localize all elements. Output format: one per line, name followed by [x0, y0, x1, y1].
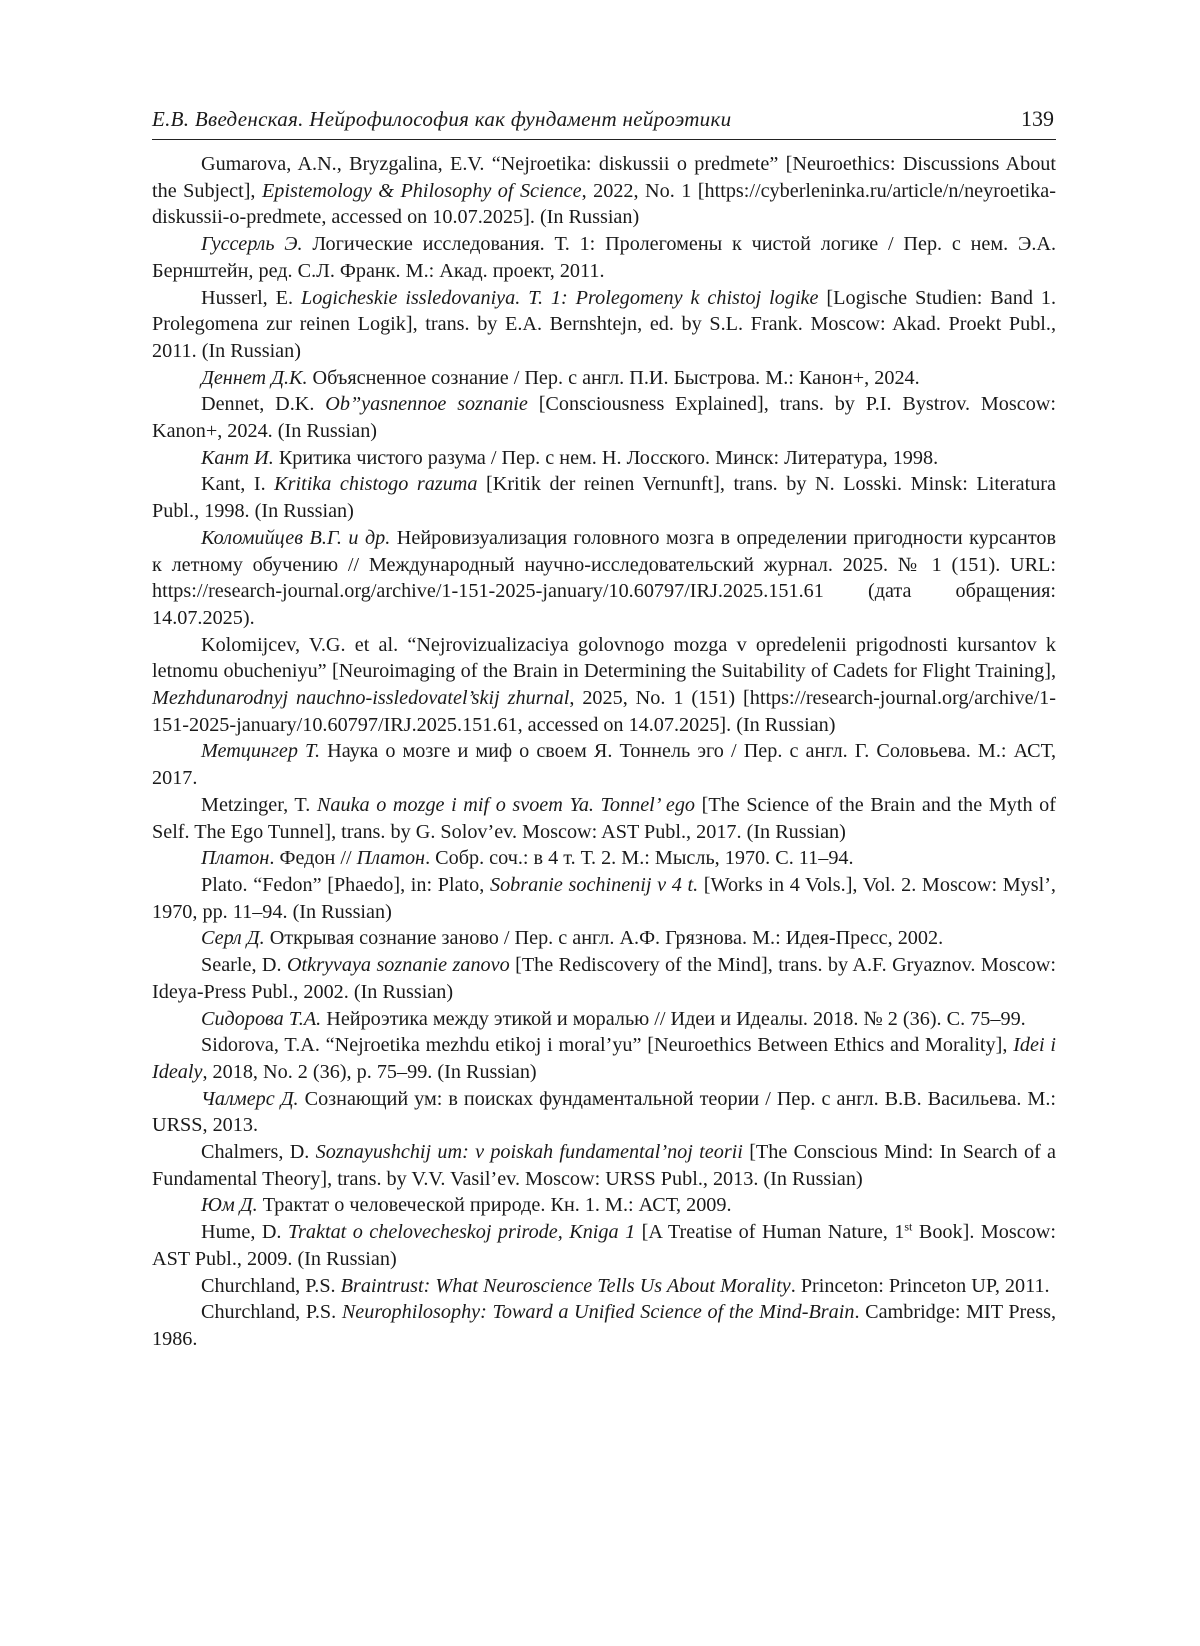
- reference-text: Chalmers, D.: [201, 1141, 316, 1164]
- reference-text: [Logische Studien: Band 1. Prolegomena zur reinen Logik], trans. by E.A. Bernshtejn, ed. by S.L. Frank. Moscow: Akad. Proekt Publ., 2011. (In Russian): [152, 286, 1056, 362]
- reference-text: Нейровизуализация головного мозга в определении пригодности курсантов к летному обучению // Международный научно-исследовательский журнал. 2025. № 1 (151). URL: https://research-journal.org/archive/1-151-2025-january/10.60797/IRJ.2025.151.61 (дата обращения: 14.07.2025).: [152, 526, 1056, 629]
- reference-entry: [152, 445, 1056, 472]
- reference-entry: [152, 952, 1056, 1005]
- reference-text: Открывая сознание заново / Пер. с англ. А.Ф. Грязнова. М.: Идея-Пресс, 2002.: [264, 927, 944, 950]
- reference-text: . Cambridge: MIT Press, 1986.: [152, 1301, 1057, 1350]
- reference-entry: [152, 1139, 1056, 1192]
- reference-entry: [152, 872, 1056, 925]
- reference-entry: [152, 151, 1056, 231]
- reference-text: . Федон //: [269, 847, 357, 870]
- reference-text: . Собр. соч.: в 4 т. Т. 2. М.: Мысль, 1970. С. 11–94.: [425, 847, 854, 870]
- reference-text: , 2025, No. 1 (151) [https://research-journal.org/archive/1-151-2025-january/10.60797/IRJ.2025.151.61, accessed on 14.07.2025]. (In Russian): [152, 687, 1057, 736]
- reference-text: Нейроэтика между этикой и моралью // Идеи и Идеалы. 2018. № 2 (36). С. 75–99.: [321, 1007, 1026, 1030]
- reference-italic-text: Neurophilosophy: Toward a Unified Science of the Mind-Brain: [341, 1301, 855, 1324]
- reference-text: [Consciousness Explained], trans. by P.I. Bystrov. Moscow: Kanon+, 2024. (In Russian): [152, 393, 1056, 443]
- reference-text: Объясненное сознание / Пер. с англ. П.И. Быстрова. М.: Канон+, 2024.: [307, 366, 920, 389]
- reference-italic-text: Idei i Idealy: [152, 1034, 1056, 1083]
- reference-entry: [152, 365, 1056, 392]
- reference-entry: [152, 738, 1056, 791]
- reference-text: Kant, I.: [201, 473, 275, 496]
- page-number: 139: [1021, 106, 1054, 131]
- reference-entry: [152, 792, 1056, 845]
- reference-entry: [152, 285, 1056, 365]
- reference-text: Сознающий ум: в поисках фундаментальной теории / Пер. с англ. В.В. Васильева. М.: URSS, 2013.: [152, 1087, 1057, 1137]
- reference-entry: [152, 1032, 1056, 1085]
- reference-italic-text: Гуссерль Э.: [201, 233, 303, 256]
- reference-text: Наука о мозге и миф о своем Я. Тоннель эго / Пер. с англ. Г. Соловьева. М.: АСТ, 2017.: [152, 740, 1056, 790]
- reference-italic-text: Платон: [201, 847, 270, 870]
- reference-entry: [152, 471, 1056, 524]
- reference-text: [The Conscious Mind: In Search of a Fundamental Theory], trans. by V.V. Vasil’ev. Moscow: URSS Publ., 2013. (In Russian): [152, 1141, 1056, 1190]
- reference-text: Plato. “Fedon” [Phaedo], in: Plato,: [201, 873, 490, 896]
- reference-italic-text: Юм Д.: [201, 1194, 258, 1217]
- reference-italic-text: Traktat o chelovecheskoj prirode, Kniga 1: [287, 1221, 636, 1244]
- reference-entry: [152, 1299, 1056, 1352]
- reference-entry: [152, 845, 1056, 872]
- reference-entry: [152, 391, 1056, 444]
- reference-text: [A Treatise of Human Nature, 1: [635, 1221, 905, 1244]
- reference-italic-text: Деннет Д.К.: [201, 366, 308, 389]
- reference-italic-text: Braintrust: What Neuroscience Tells Us About Morality: [340, 1274, 791, 1297]
- reference-italic-text: Epistemology & Philosophy of Science: [261, 179, 582, 202]
- reference-text: Трактат о человеческой природе. Кн. 1. М.: АСТ, 2009.: [257, 1194, 732, 1217]
- reference-text: Kolomijcev, V.G. et al. “Nejrovizualizaciya golovnogo mozga v opredelenii prigodnosti kursantov k letnomu obucheniyu” [Neuroimaging of the Brain in Determining the Suitability of Cadets for Flight Training],: [152, 633, 1056, 683]
- reference-italic-text: Kritika chistogo razuma: [274, 473, 478, 496]
- reference-italic-text: Otkryvaya soznanie zanovo: [286, 954, 510, 977]
- reference-entry: [152, 1273, 1056, 1300]
- reference-text: . Princeton: Princeton UP, 2011.: [790, 1274, 1050, 1297]
- reference-entry: [152, 925, 1056, 952]
- reference-italic-text: Кант И.: [201, 446, 274, 469]
- reference-text: Churchland, P.S.: [201, 1274, 341, 1297]
- reference-text: Churchland, P.S.: [201, 1301, 342, 1324]
- reference-text: Gumarova, A.N., Bryzgalina, E.V. “Nejroetika: diskussii o predmete” [Neuroethics: Discussions About the Subject],: [152, 153, 1056, 202]
- reference-text: [Kritik der reinen Vernunft], trans. by N. Losski. Minsk: Literatura Publ., 1998. (In Russian): [152, 473, 1056, 523]
- reference-italic-text: Ob”yasnennoe soznanie: [325, 393, 528, 416]
- reference-entry: [152, 1192, 1056, 1219]
- reference-text: [The Rediscovery of the Mind], trans. by A.F. Gryaznov. Moscow: Ideya-Press Publ., 2002. (In Russian): [152, 954, 1056, 1003]
- reference-entry: [152, 231, 1056, 284]
- reference-italic-text: Сидорова Т.А.: [201, 1007, 322, 1030]
- running-header: [152, 103, 1056, 140]
- reference-text: Dennet, D.K.: [201, 393, 326, 416]
- reference-text: , 2018, No. 2 (36), p. 75–99. (In Russian): [202, 1060, 537, 1083]
- reference-text: Критика чистого разума / Пер. с нем. Н. Лосского. Минск: Литература, 1998.: [273, 446, 939, 469]
- reference-entry: [152, 632, 1056, 739]
- reference-italic-text: Mezhdunarodnyj nauchno-issledovatel’skij zhurnal: [152, 687, 570, 710]
- reference-text: Husserl, E.: [201, 286, 301, 309]
- reference-italic-text: Nauka o mozge i mif o svoem Ya. Tonnel’ ego: [316, 793, 696, 816]
- reference-text: Searle, D.: [201, 954, 287, 977]
- reference-text: , 2022, No. 1 [https://cyberleninka.ru/article/n/neyroetika-diskussii-o-predmete, accessed on 10.07.2025]. (In Russian): [152, 179, 1056, 229]
- superscript-text: st: [904, 1219, 913, 1234]
- reference-italic-text: Чалмерс Д.: [201, 1087, 299, 1110]
- reference-entry: [152, 1219, 1056, 1272]
- reference-entry: [152, 525, 1056, 632]
- reference-text: [The Science of the Brain and the Myth of Self. The Ego Tunnel], trans. by G. Solov’ev. Moscow: AST Publ., 2017. (In Russian): [152, 793, 1056, 843]
- reference-italic-text: Sobranie sochinenij v 4 t.: [489, 873, 699, 896]
- reference-list: [152, 151, 1056, 1353]
- reference-text: Sidorova, T.A. “Nejroetika mezhdu etikoj i moral’yu” [Neuroethics Between Ethics and Morality],: [201, 1034, 1014, 1057]
- reference-italic-text: Платон: [356, 847, 426, 870]
- reference-text: [Works in 4 Vols.], Vol. 2. Moscow: Mysl’, 1970, pp. 11–94. (In Russian): [152, 873, 1056, 923]
- reference-text: Book]. Moscow: AST Publ., 2009. (In Russian): [152, 1221, 1056, 1270]
- reference-text: Metzinger, T.: [201, 793, 317, 816]
- running-header-title: Е.В. Введенская. Нейрофилософия как фундамент нейроэтики: [152, 107, 732, 131]
- reference-italic-text: Коломийцев В.Г. и др.: [201, 526, 391, 549]
- reference-text: Hume, D.: [201, 1221, 288, 1244]
- reference-entry: [152, 1006, 1056, 1033]
- reference-italic-text: Серл Д.: [201, 927, 265, 950]
- reference-entry: [152, 1086, 1056, 1139]
- reference-italic-text: Logicheskie issledovaniya. T. 1: Prolegomeny k chistoj logike: [300, 286, 819, 309]
- reference-italic-text: Soznayushchij um: v poiskah fundamental’noj teorii: [315, 1141, 743, 1164]
- reference-italic-text: Метцингер Т.: [201, 740, 321, 763]
- reference-text: Логические исследования. Т. 1: Пролегомены к чистой логике / Пер. с нем. Э.А. Бернштейн, ред. С.Л. Франк. М.: Акад. проект, 2011.: [152, 233, 1056, 282]
